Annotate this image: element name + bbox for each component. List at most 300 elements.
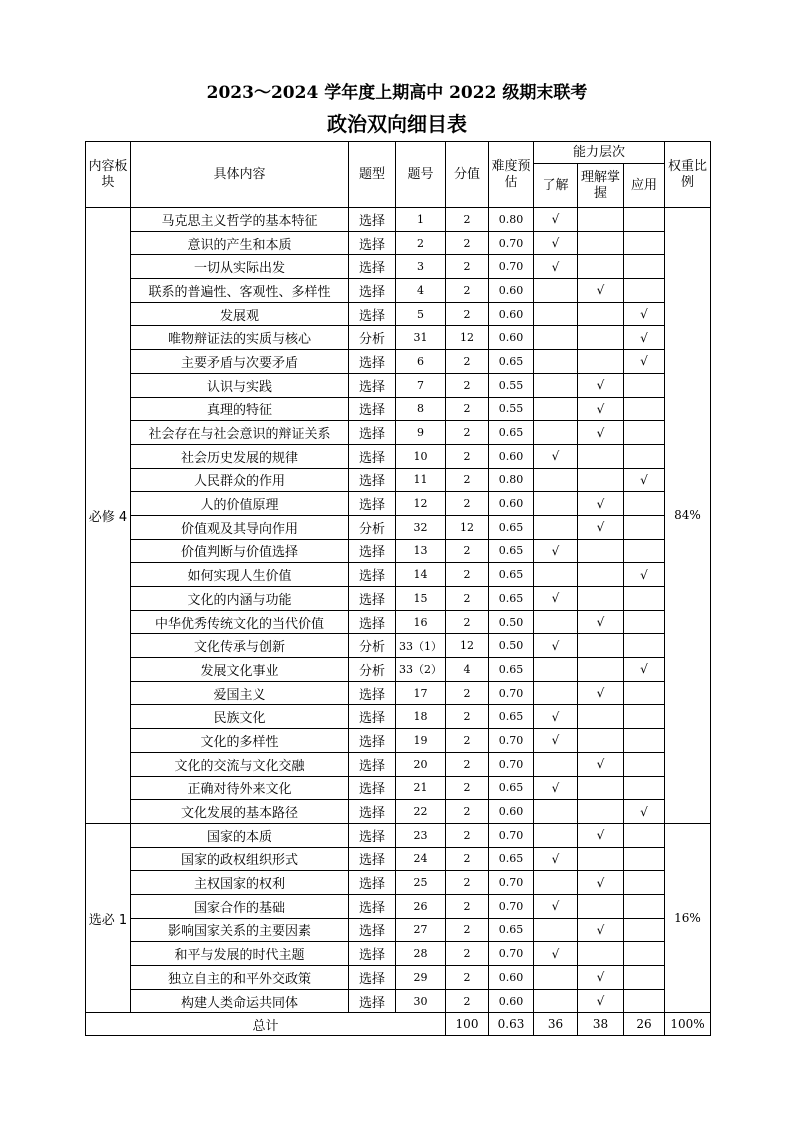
ability-understand-cell [534, 279, 578, 303]
type-cell: 选择 [349, 610, 396, 634]
table-row [86, 255, 711, 279]
type-cell: 选择 [349, 539, 396, 563]
type-cell: 选择 [349, 468, 396, 492]
ability-comprehend-cell: √ [578, 752, 624, 776]
ability-apply-cell [624, 539, 665, 563]
table-row [86, 942, 711, 966]
ability-understand-cell [534, 800, 578, 824]
ability-comprehend-cell [578, 326, 624, 350]
difficulty-cell: 0.65 [489, 515, 534, 539]
ability-comprehend-cell [578, 539, 624, 563]
content-cell: 中华优秀传统文化的当代价值 [131, 610, 349, 634]
question-number-cell: 20 [396, 752, 446, 776]
header-comprehend: 理解掌握 [578, 164, 624, 208]
section-block-name: 选必 1 [86, 823, 131, 1013]
score-cell: 2 [446, 823, 489, 847]
ability-comprehend-cell [578, 350, 624, 374]
question-number-cell: 15 [396, 587, 446, 611]
content-cell: 意识的产生和本质 [131, 231, 349, 255]
content-cell: 社会历史发展的规律 [131, 444, 349, 468]
table-row [86, 563, 711, 587]
question-number-cell: 4 [396, 279, 446, 303]
content-cell: 马克思主义哲学的基本特征 [131, 208, 349, 232]
question-number-cell: 23 [396, 823, 446, 847]
score-cell: 2 [446, 350, 489, 374]
question-number-cell: 27 [396, 918, 446, 942]
content-cell: 独立自主的和平外交政策 [131, 966, 349, 990]
total-weight: 100% [665, 1013, 711, 1036]
content-cell: 国家的政权组织形式 [131, 847, 349, 871]
ability-comprehend-cell [578, 255, 624, 279]
ability-apply-cell [624, 942, 665, 966]
ability-understand-cell: √ [534, 634, 578, 658]
ability-understand-cell [534, 492, 578, 516]
ability-apply-cell [624, 610, 665, 634]
ability-apply-cell [624, 492, 665, 516]
difficulty-cell: 0.60 [489, 800, 534, 824]
content-cell: 影响国家关系的主要因素 [131, 918, 349, 942]
difficulty-cell: 0.80 [489, 208, 534, 232]
difficulty-cell: 0.60 [489, 279, 534, 303]
ability-understand-cell [534, 989, 578, 1013]
question-number-cell: 22 [396, 800, 446, 824]
content-cell: 真理的特征 [131, 397, 349, 421]
content-cell: 正确对待外来文化 [131, 776, 349, 800]
ability-comprehend-cell: √ [578, 492, 624, 516]
content-cell: 一切从实际出发 [131, 255, 349, 279]
difficulty-cell: 0.70 [489, 752, 534, 776]
type-cell: 选择 [349, 752, 396, 776]
question-number-cell: 24 [396, 847, 446, 871]
header-block: 内容板块 [86, 142, 131, 208]
difficulty-cell: 0.60 [489, 444, 534, 468]
ability-comprehend-cell: √ [578, 871, 624, 895]
content-cell: 文化的内涵与功能 [131, 587, 349, 611]
ability-comprehend-cell [578, 208, 624, 232]
table-row [86, 587, 711, 611]
score-cell: 4 [446, 658, 489, 682]
ability-understand-cell: √ [534, 208, 578, 232]
score-cell: 2 [446, 681, 489, 705]
type-cell: 选择 [349, 705, 396, 729]
ability-understand-cell: √ [534, 847, 578, 871]
ability-comprehend-cell: √ [578, 823, 624, 847]
difficulty-cell: 0.65 [489, 539, 534, 563]
header-apply: 应用 [624, 164, 665, 208]
total-difficulty: 0.63 [489, 1013, 534, 1036]
type-cell: 选择 [349, 918, 396, 942]
ability-apply-cell [624, 421, 665, 445]
type-cell: 选择 [349, 587, 396, 611]
difficulty-cell: 0.70 [489, 729, 534, 753]
table-row [86, 800, 711, 824]
header-content: 具体内容 [131, 142, 349, 208]
score-cell: 12 [446, 515, 489, 539]
difficulty-cell: 0.70 [489, 823, 534, 847]
content-cell: 唯物辩证法的实质与核心 [131, 326, 349, 350]
ability-understand-cell [534, 421, 578, 445]
score-cell: 2 [446, 302, 489, 326]
question-number-cell: 8 [396, 397, 446, 421]
difficulty-cell: 0.70 [489, 894, 534, 918]
content-cell: 价值判断与价值选择 [131, 539, 349, 563]
content-cell: 联系的普遍性、客观性、多样性 [131, 279, 349, 303]
ability-understand-cell [534, 468, 578, 492]
ability-understand-cell: √ [534, 255, 578, 279]
question-number-cell: 29 [396, 966, 446, 990]
ability-apply-cell [624, 752, 665, 776]
ability-apply-cell [624, 823, 665, 847]
score-cell: 2 [446, 610, 489, 634]
score-cell: 2 [446, 918, 489, 942]
question-number-cell: 6 [396, 350, 446, 374]
content-cell: 国家合作的基础 [131, 894, 349, 918]
ability-apply-cell [624, 918, 665, 942]
type-cell: 分析 [349, 515, 396, 539]
ability-comprehend-cell [578, 468, 624, 492]
difficulty-cell: 0.65 [489, 847, 534, 871]
ability-understand-cell: √ [534, 444, 578, 468]
content-cell: 发展文化事业 [131, 658, 349, 682]
score-cell: 2 [446, 563, 489, 587]
type-cell: 选择 [349, 681, 396, 705]
ability-apply-cell [624, 989, 665, 1013]
question-number-cell: 12 [396, 492, 446, 516]
table-row [86, 918, 711, 942]
ability-understand-cell [534, 823, 578, 847]
score-cell: 2 [446, 966, 489, 990]
section-weight: 84% [665, 208, 711, 824]
type-cell: 选择 [349, 966, 396, 990]
difficulty-cell: 0.65 [489, 587, 534, 611]
question-number-cell: 17 [396, 681, 446, 705]
difficulty-cell: 0.55 [489, 397, 534, 421]
score-cell: 12 [446, 634, 489, 658]
ability-comprehend-cell: √ [578, 397, 624, 421]
difficulty-cell: 0.65 [489, 421, 534, 445]
score-cell: 2 [446, 279, 489, 303]
type-cell: 选择 [349, 231, 396, 255]
question-number-cell: 33（2） [396, 658, 446, 682]
ability-apply-cell [624, 231, 665, 255]
question-number-cell: 18 [396, 705, 446, 729]
difficulty-cell: 0.65 [489, 776, 534, 800]
ability-comprehend-cell: √ [578, 421, 624, 445]
header-weight: 权重比例 [665, 142, 711, 208]
ability-understand-cell [534, 871, 578, 895]
score-cell: 2 [446, 729, 489, 753]
ability-understand-cell [534, 515, 578, 539]
question-number-cell: 26 [396, 894, 446, 918]
type-cell: 选择 [349, 871, 396, 895]
type-cell: 选择 [349, 373, 396, 397]
question-number-cell: 9 [396, 421, 446, 445]
ability-understand-cell [534, 326, 578, 350]
question-number-cell: 10 [396, 444, 446, 468]
difficulty-cell: 0.60 [489, 326, 534, 350]
header-understand: 了解 [534, 164, 578, 208]
ability-comprehend-cell [578, 658, 624, 682]
content-cell: 价值观及其导向作用 [131, 515, 349, 539]
difficulty-cell: 0.65 [489, 350, 534, 374]
question-number-cell: 3 [396, 255, 446, 279]
table-row [86, 326, 711, 350]
difficulty-cell: 0.65 [489, 705, 534, 729]
table-row [86, 279, 711, 303]
ability-apply-cell [624, 634, 665, 658]
ability-apply-cell [624, 279, 665, 303]
difficulty-cell: 0.50 [489, 634, 534, 658]
question-number-cell: 11 [396, 468, 446, 492]
score-cell: 12 [446, 326, 489, 350]
ability-understand-cell [534, 966, 578, 990]
ability-comprehend-cell [578, 302, 624, 326]
ability-comprehend-cell [578, 847, 624, 871]
table-body [86, 208, 711, 1013]
content-cell: 文化发展的基本路径 [131, 800, 349, 824]
content-cell: 国家的本质 [131, 823, 349, 847]
type-cell: 选择 [349, 492, 396, 516]
difficulty-cell: 0.60 [489, 492, 534, 516]
ability-apply-cell [624, 515, 665, 539]
table-row [86, 752, 711, 776]
content-cell: 主要矛盾与次要矛盾 [131, 350, 349, 374]
ability-comprehend-cell [578, 705, 624, 729]
question-number-cell: 16 [396, 610, 446, 634]
type-cell: 选择 [349, 894, 396, 918]
ability-understand-cell: √ [534, 705, 578, 729]
type-cell: 选择 [349, 421, 396, 445]
type-cell: 选择 [349, 989, 396, 1013]
question-number-cell: 32 [396, 515, 446, 539]
ability-apply-cell [624, 847, 665, 871]
table-row [86, 468, 711, 492]
difficulty-cell: 0.70 [489, 681, 534, 705]
type-cell: 选择 [349, 823, 396, 847]
ability-understand-cell [534, 397, 578, 421]
question-number-cell: 31 [396, 326, 446, 350]
ability-understand-cell [534, 658, 578, 682]
score-cell: 2 [446, 871, 489, 895]
header-difficulty: 难度预估 [489, 142, 534, 208]
ability-understand-cell: √ [534, 587, 578, 611]
score-cell: 2 [446, 255, 489, 279]
ability-comprehend-cell [578, 942, 624, 966]
type-cell: 选择 [349, 729, 396, 753]
question-number-cell: 19 [396, 729, 446, 753]
score-cell: 2 [446, 397, 489, 421]
difficulty-cell: 0.55 [489, 373, 534, 397]
ability-comprehend-cell [578, 894, 624, 918]
table-row [86, 989, 711, 1013]
content-cell: 如何实现人生价值 [131, 563, 349, 587]
ability-comprehend-cell: √ [578, 918, 624, 942]
detail-table [85, 141, 711, 1036]
table-row [86, 894, 711, 918]
ability-comprehend-cell: √ [578, 681, 624, 705]
score-cell: 2 [446, 989, 489, 1013]
ability-comprehend-cell [578, 800, 624, 824]
table-row [86, 610, 711, 634]
table-row [86, 515, 711, 539]
ability-understand-cell [534, 752, 578, 776]
total-row [86, 1013, 711, 1036]
type-cell: 选择 [349, 279, 396, 303]
score-cell: 2 [446, 421, 489, 445]
difficulty-cell: 0.80 [489, 468, 534, 492]
ability-apply-cell [624, 894, 665, 918]
score-cell: 2 [446, 208, 489, 232]
type-cell: 选择 [349, 942, 396, 966]
table-row [86, 966, 711, 990]
ability-understand-cell: √ [534, 539, 578, 563]
table-row [86, 444, 711, 468]
ability-understand-cell: √ [534, 894, 578, 918]
table-row [86, 231, 711, 255]
ability-understand-cell [534, 350, 578, 374]
content-cell: 人民群众的作用 [131, 468, 349, 492]
ability-understand-cell: √ [534, 776, 578, 800]
ability-comprehend-cell [578, 563, 624, 587]
ability-apply-cell [624, 705, 665, 729]
header-type: 题型 [349, 142, 396, 208]
ability-understand-cell [534, 302, 578, 326]
question-number-cell: 1 [396, 208, 446, 232]
question-number-cell: 14 [396, 563, 446, 587]
ability-understand-cell [534, 918, 578, 942]
score-cell: 2 [446, 800, 489, 824]
difficulty-cell: 0.60 [489, 989, 534, 1013]
difficulty-cell: 0.65 [489, 918, 534, 942]
ability-comprehend-cell [578, 231, 624, 255]
ability-comprehend-cell: √ [578, 989, 624, 1013]
header-question-number: 题号 [396, 142, 446, 208]
ability-comprehend-cell [578, 729, 624, 753]
table-row [86, 729, 711, 753]
ability-apply-cell [624, 729, 665, 753]
ability-apply-cell [624, 373, 665, 397]
difficulty-cell: 0.60 [489, 966, 534, 990]
table-row [86, 634, 711, 658]
document-subtitle: 政治双向细目表 [327, 112, 467, 136]
total-understand: 36 [534, 1013, 578, 1036]
table-row [86, 823, 711, 847]
ability-comprehend-cell [578, 634, 624, 658]
type-cell: 分析 [349, 634, 396, 658]
header-score: 分值 [446, 142, 489, 208]
type-cell: 选择 [349, 800, 396, 824]
score-cell: 2 [446, 705, 489, 729]
ability-understand-cell: √ [534, 942, 578, 966]
content-cell: 爱国主义 [131, 681, 349, 705]
content-cell: 认识与实践 [131, 373, 349, 397]
ability-apply-cell: √ [624, 326, 665, 350]
ability-apply-cell: √ [624, 302, 665, 326]
table-row [86, 847, 711, 871]
difficulty-cell: 0.70 [489, 871, 534, 895]
ability-comprehend-cell [578, 587, 624, 611]
ability-understand-cell [534, 373, 578, 397]
score-cell: 2 [446, 468, 489, 492]
ability-apply-cell [624, 255, 665, 279]
ability-comprehend-cell: √ [578, 373, 624, 397]
content-cell: 文化的交流与文化交融 [131, 752, 349, 776]
type-cell: 选择 [349, 776, 396, 800]
question-number-cell: 2 [396, 231, 446, 255]
content-cell: 和平与发展的时代主题 [131, 942, 349, 966]
score-cell: 2 [446, 752, 489, 776]
difficulty-cell: 0.50 [489, 610, 534, 634]
type-cell: 选择 [349, 847, 396, 871]
content-cell: 民族文化 [131, 705, 349, 729]
table-row [86, 421, 711, 445]
ability-apply-cell [624, 587, 665, 611]
score-cell: 2 [446, 373, 489, 397]
score-cell: 2 [446, 231, 489, 255]
table-row [86, 350, 711, 374]
content-cell: 文化的多样性 [131, 729, 349, 753]
document-title: 2023～2024 学年度上期高中 2022 级期末联考 [206, 83, 588, 103]
content-cell: 主权国家的权利 [131, 871, 349, 895]
difficulty-cell: 0.60 [489, 302, 534, 326]
table-row [86, 397, 711, 421]
ability-apply-cell [624, 966, 665, 990]
table-row [86, 681, 711, 705]
content-cell: 构建人类命运共同体 [131, 989, 349, 1013]
type-cell: 选择 [349, 255, 396, 279]
total-label: 总计 [86, 1013, 446, 1036]
difficulty-cell: 0.70 [489, 231, 534, 255]
table-row [86, 373, 711, 397]
question-number-cell: 7 [396, 373, 446, 397]
ability-comprehend-cell [578, 444, 624, 468]
difficulty-cell: 0.65 [489, 563, 534, 587]
question-number-cell: 13 [396, 539, 446, 563]
total-apply: 26 [624, 1013, 665, 1036]
type-cell: 分析 [349, 326, 396, 350]
question-number-cell: 30 [396, 989, 446, 1013]
score-cell: 2 [446, 942, 489, 966]
ability-apply-cell [624, 871, 665, 895]
ability-apply-cell [624, 208, 665, 232]
ability-comprehend-cell: √ [578, 515, 624, 539]
type-cell: 选择 [349, 208, 396, 232]
content-cell: 人的价值原理 [131, 492, 349, 516]
score-cell: 2 [446, 587, 489, 611]
table-row [86, 208, 711, 232]
type-cell: 分析 [349, 658, 396, 682]
ability-apply-cell [624, 397, 665, 421]
table-row [86, 776, 711, 800]
table-row [86, 539, 711, 563]
content-cell: 社会存在与社会意识的辩证关系 [131, 421, 349, 445]
question-number-cell: 21 [396, 776, 446, 800]
ability-understand-cell: √ [534, 729, 578, 753]
difficulty-cell: 0.70 [489, 255, 534, 279]
ability-comprehend-cell: √ [578, 610, 624, 634]
content-cell: 文化传承与创新 [131, 634, 349, 658]
table-row [86, 658, 711, 682]
type-cell: 选择 [349, 350, 396, 374]
type-cell: 选择 [349, 444, 396, 468]
ability-understand-cell [534, 681, 578, 705]
section-block-name: 必修 4 [86, 208, 131, 824]
ability-understand-cell: √ [534, 231, 578, 255]
score-cell: 2 [446, 894, 489, 918]
table-row [86, 302, 711, 326]
type-cell: 选择 [349, 302, 396, 326]
total-score: 100 [446, 1013, 489, 1036]
